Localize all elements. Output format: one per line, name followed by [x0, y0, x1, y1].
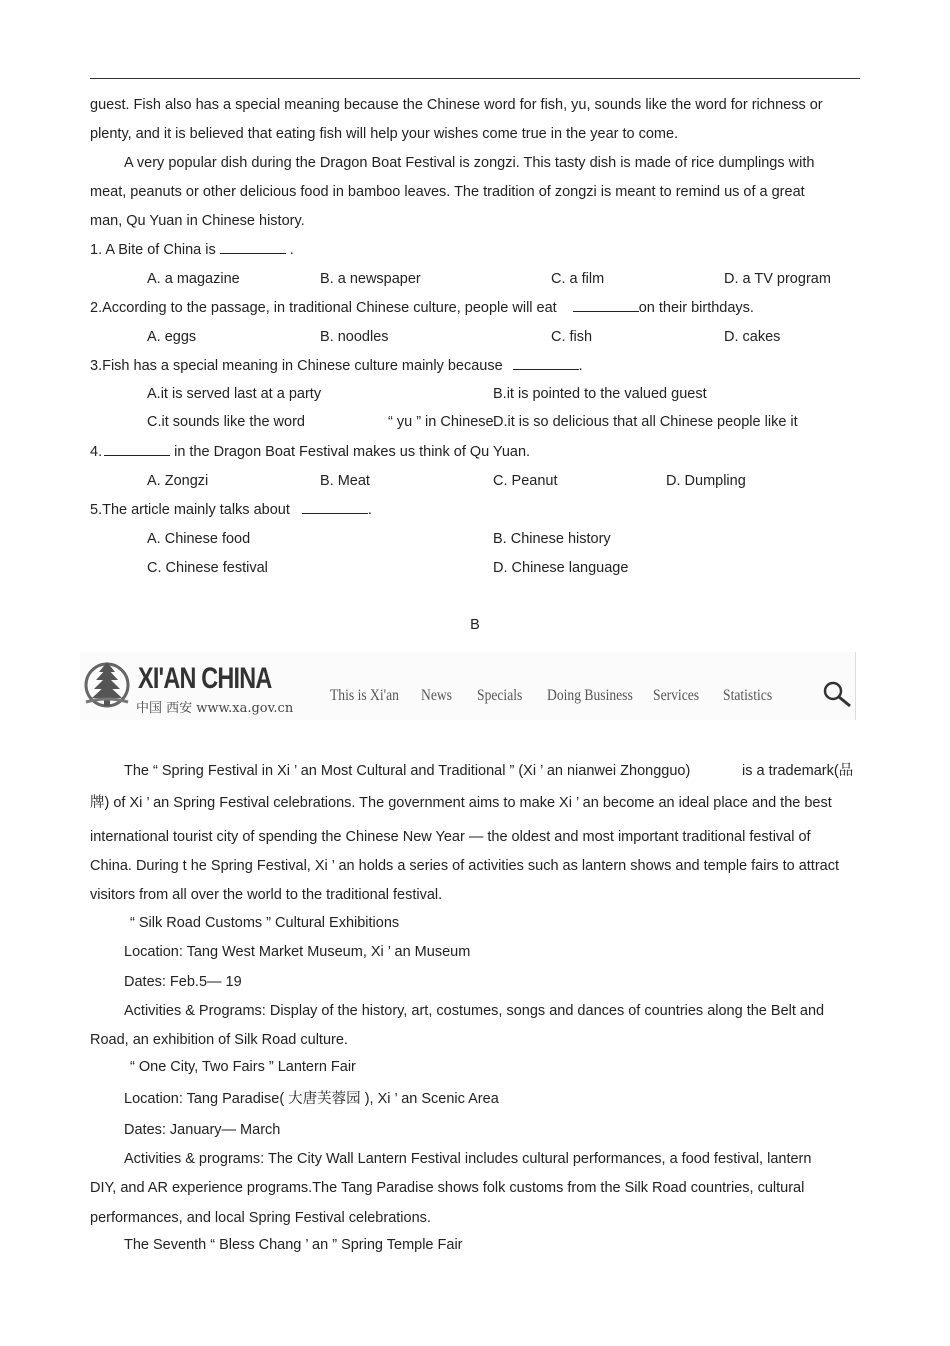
passage-line: man, Qu Yuan in Chinese history. [90, 213, 305, 229]
event-dates: Dates: January— March [124, 1122, 281, 1138]
nav-services[interactable]: Services [653, 687, 700, 704]
nav-doing-business[interactable]: Doing Business [547, 687, 633, 704]
passage-line: A very popular dish during the Dragon Boat Festival is zongzi. This tasty dish is made of rice dumplings with [124, 155, 815, 171]
question-2-text: 2.According to the passage, in traditional Chinese culture, people will eat [90, 300, 557, 316]
option-2c: C. fish [551, 329, 593, 345]
option-2b: B. noodles [320, 329, 389, 345]
option-3a: A.it is served last at a party [147, 386, 322, 402]
event-activities: Activities & Programs: Display of the history, art, costumes, songs and dances of countries along the Belt and [124, 1003, 825, 1019]
option-4a: A. Zongzi [147, 473, 209, 489]
event-location: Location: Tang Paradise( 大唐芙蓉园 ), Xi ’ an Scenic Area [124, 1091, 499, 1107]
article-line: The “ Spring Festival in Xi ’ an Most Cultural and Traditional ” (Xi ’ an nianwei Zhongguo) [124, 763, 691, 779]
event-activities: Road, an exhibition of Silk Road culture. [90, 1032, 348, 1048]
passage-line: plenty, and it is believed that eating fish will help your wishes come true in the year to come. [90, 126, 679, 142]
option-4d: D. Dumpling [666, 473, 746, 489]
option-3b: B.it is pointed to the valued guest [493, 386, 707, 402]
site-banner [80, 652, 856, 720]
question-1-text-end: . [289, 242, 294, 258]
question-3-text-end: . [578, 358, 583, 374]
option-1b: B. a newspaper [320, 271, 421, 287]
answer-blank [302, 501, 368, 514]
passage-line: meat, peanuts or other delicious food in bamboo leaves. The tradition of zongzi is meant to remind us of a great [90, 184, 805, 200]
question-5-stem [90, 501, 372, 519]
site-subtitle: 中国 西安 www.xa.gov.cn [136, 701, 294, 716]
article-line: visitors from all over the world to the traditional festival. [90, 887, 443, 903]
question-1-stem [90, 241, 294, 259]
event-activities: Activities & programs: The City Wall Lantern Festival includes cultural performances, a food festival, lantern [124, 1151, 812, 1167]
event-location: Location: Tang West Market Museum, Xi ’ an Museum [124, 944, 471, 960]
option-4b: B. Meat [320, 473, 370, 489]
question-2-text-end: on their birthdays. [638, 300, 754, 316]
nav-statistics[interactable]: Statistics [723, 687, 773, 704]
top-rule [90, 78, 860, 79]
event-title: “ One City, Two Fairs ” Lantern Fair [130, 1059, 356, 1075]
event-title: “ Silk Road Customs ” Cultural Exhibitions [130, 915, 400, 931]
event-dates: Dates: Feb.5— 19 [124, 974, 242, 990]
article-line: China. During t he Spring Festival, Xi ’ an holds a series of activities such as lantern shows and temple fairs to attract [90, 858, 839, 874]
option-3c-word: “ yu ” in Chinese [388, 414, 494, 430]
option-2d: D. cakes [724, 329, 781, 345]
option-5c: C. Chinese festival [147, 560, 268, 576]
option-3c: C.it sounds like the word [147, 414, 305, 430]
article-overlap-text: is a trademark(品 [742, 763, 854, 779]
option-1a: A. a magazine [147, 271, 240, 287]
nav-this-is-xian[interactable]: This is Xi'an [330, 687, 399, 704]
event-title: The Seventh “ Bless Chang ’ an ” Spring Temple Fair [124, 1237, 463, 1253]
question-3-stem [90, 357, 583, 375]
option-5a: A. Chinese food [147, 531, 251, 547]
option-4c: C. Peanut [493, 473, 558, 489]
answer-blank [513, 357, 579, 370]
answer-blank [573, 299, 639, 312]
option-5d: D. Chinese language [493, 560, 629, 576]
event-activities: performances, and local Spring Festival celebrations. [90, 1210, 431, 1226]
section-label: B [470, 617, 480, 633]
question-5-text: 5.The article mainly talks about [90, 502, 290, 518]
site-brand: XI'AN CHINA [138, 662, 272, 695]
option-5b: B. Chinese history [493, 531, 611, 547]
option-2a: A. eggs [147, 329, 197, 345]
question-3-text: 3.Fish has a special meaning in Chinese culture mainly because [90, 358, 503, 374]
nav-specials[interactable]: Specials [477, 687, 523, 704]
nav-news[interactable]: News [421, 687, 452, 704]
answer-blank [104, 443, 170, 456]
question-1-text: 1. A Bite of China is [90, 242, 216, 258]
question-5-text-end: . [367, 502, 372, 518]
question-4-text: 4. [90, 444, 103, 460]
article-line: 牌) of Xi ’ an Spring Festival celebrations. The government aims to make Xi ’ an become an ideal place and the best [90, 795, 832, 811]
option-1c: C. a film [551, 271, 605, 287]
event-activities: DIY, and AR experience programs.The Tang Paradise shows folk customs from the Silk Road countries, cultural [90, 1180, 805, 1196]
question-4-stem [90, 443, 530, 461]
pagoda-logo-icon [84, 656, 130, 714]
article-line: international tourist city of spending the Chinese New Year — the oldest and most important traditional festival of [90, 829, 811, 845]
answer-blank [220, 241, 286, 254]
passage-line: guest. Fish also has a special meaning because the Chinese word for fish, yu, sounds like the word for richness or [90, 97, 823, 113]
option-1d: D. a TV program [724, 271, 831, 287]
question-2-stem [90, 299, 754, 317]
search-icon[interactable] [822, 680, 852, 710]
question-4-text-end: in the Dragon Boat Festival makes us think of Qu Yuan. [174, 444, 531, 460]
option-3d: D.it is so delicious that all Chinese people like it [493, 414, 798, 430]
